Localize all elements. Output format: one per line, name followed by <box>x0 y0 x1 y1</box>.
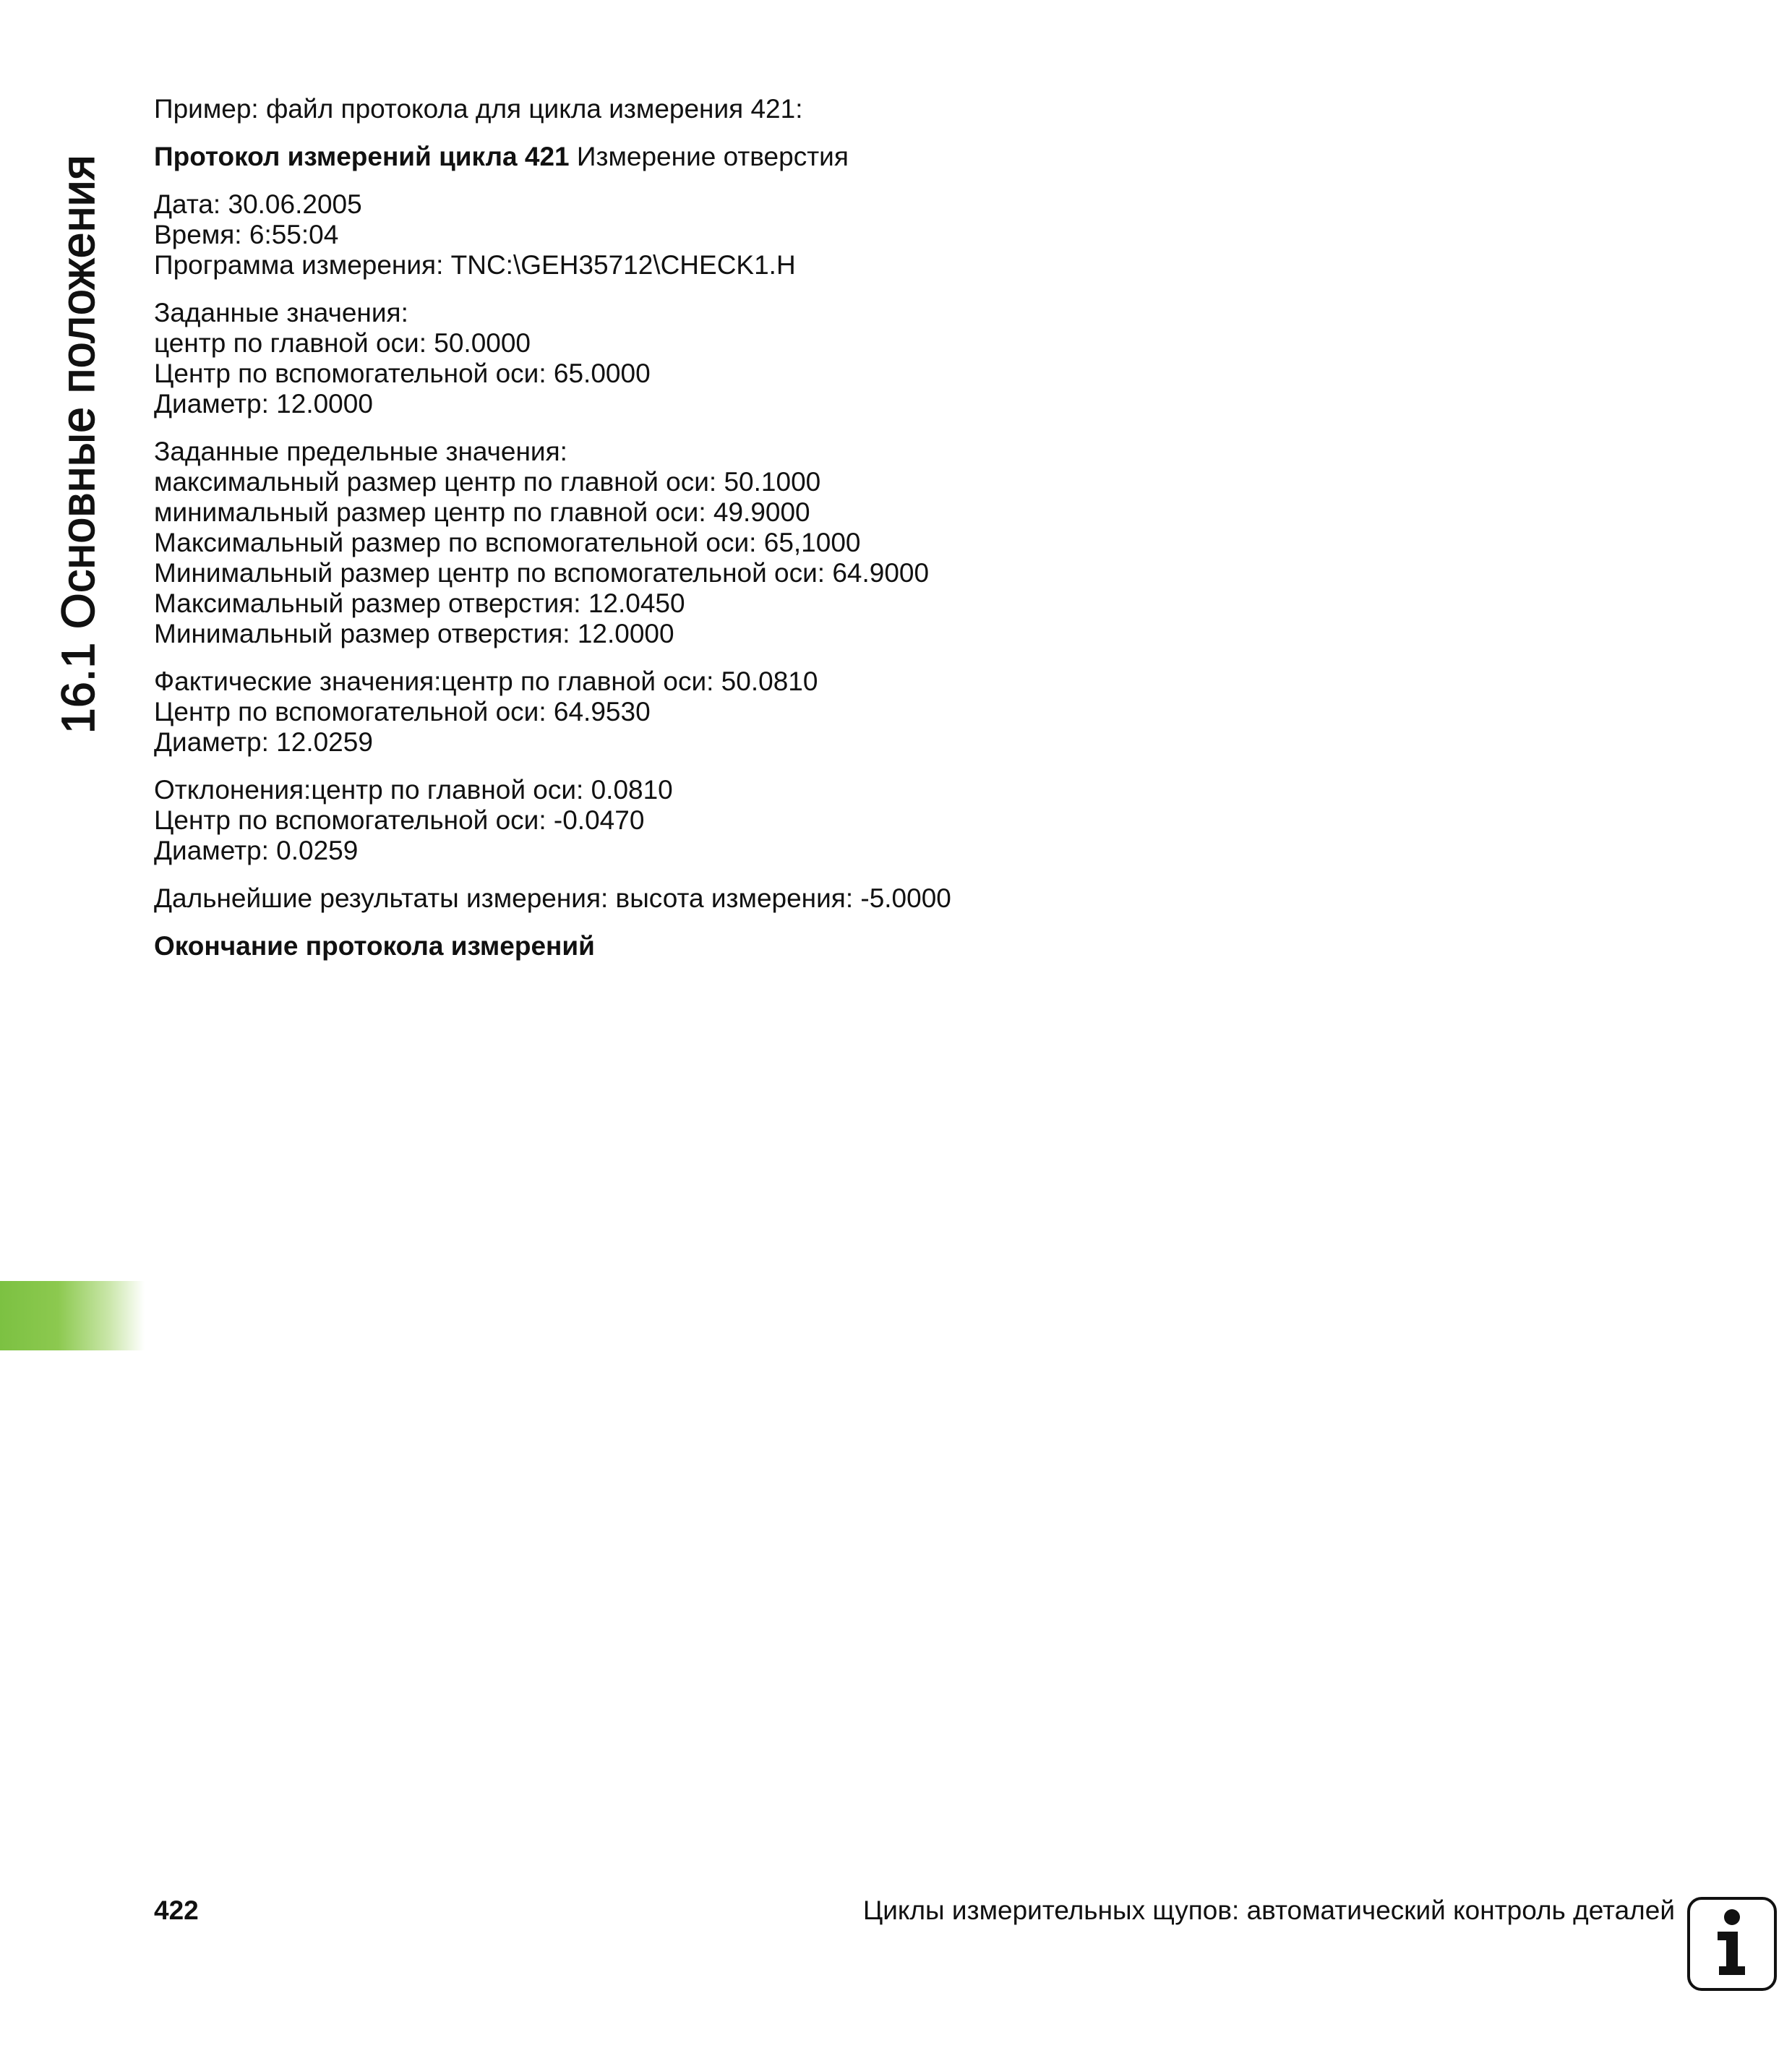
actual-minor-axis: Центр по вспомогательной оси: 64.9530 <box>154 697 651 727</box>
further-results-line: Дальнейшие результаты измерения: высота измерения: -5.0000 <box>154 883 951 913</box>
date-line: Дата: 30.06.2005 <box>154 189 362 219</box>
limit-min-main-axis: минимальный размер центр по главной оси: 49.9000 <box>154 497 810 527</box>
deviation-minor-axis: Центр по вспомогательной оси: -0.0470 <box>154 805 645 835</box>
nominal-main-axis: центр по главной оси: 50.0000 <box>154 328 531 358</box>
deviation-diameter: Диаметр: 0.0259 <box>154 836 359 865</box>
page-number: 422 <box>154 1895 199 1925</box>
deviation-main-axis: Отклонения:центр по главной оси: 0.0810 <box>154 775 673 805</box>
nominal-values-block <box>154 298 1672 419</box>
actual-diameter: Диаметр: 12.0259 <box>154 727 373 757</box>
document-body <box>154 94 1672 979</box>
footer-title: Циклы измерительных щупов: автоматический контроль деталей <box>862 1895 1675 1925</box>
limit-values-title: Заданные предельные значения: <box>154 437 567 466</box>
protocol-heading <box>154 142 1672 172</box>
end-of-protocol: Окончание протокола измерений <box>154 931 595 961</box>
further-results-paragraph <box>154 883 1672 914</box>
deviation-block <box>154 775 1672 866</box>
header-block <box>154 189 1672 280</box>
limit-max-main-axis: максимальный размер центр по главной оси: 50.1000 <box>154 467 821 497</box>
protocol-heading-rest: Измерение отверстия <box>569 142 849 171</box>
nominal-values-title: Заданные значения: <box>154 298 408 327</box>
intro-paragraph <box>154 94 1672 124</box>
info-icon-glyph <box>1690 1900 1774 1988</box>
end-paragraph <box>154 931 1672 961</box>
limit-values-block <box>154 437 1672 649</box>
nominal-diameter: Диаметр: 12.0000 <box>154 389 373 419</box>
time-line: Время: 6:55:04 <box>154 220 339 249</box>
program-line: Программа измерения: TNC:\GEH35712\CHECK1.H <box>154 250 796 280</box>
limit-min-minor-axis: Минимальный размер центр по вспомогательной оси: 64.9000 <box>154 558 930 588</box>
intro-text: Пример: файл протокола для цикла измерения 421: <box>154 94 803 124</box>
limit-max-hole: Максимальный размер отверстия: 12.0450 <box>154 588 685 618</box>
protocol-heading-bold: Протокол измерений цикла 421 <box>154 142 570 171</box>
actual-main-axis: Фактические значения:центр по главной оси: 50.0810 <box>154 667 818 696</box>
chapter-thumb-tab <box>0 1281 145 1350</box>
nominal-minor-axis: Центр по вспомогательной оси: 65.0000 <box>154 359 651 388</box>
limit-min-hole: Минимальный размер отверстия: 12.0000 <box>154 619 674 648</box>
info-icon[interactable] <box>1687 1897 1777 1991</box>
chapter-title: 16.1 Основные положения <box>52 154 104 734</box>
limit-max-minor-axis: Максимальный размер по вспомогательной оси: 65,1000 <box>154 528 861 557</box>
protocol-heading-line <box>154 142 1672 172</box>
actual-values-block <box>154 667 1672 758</box>
